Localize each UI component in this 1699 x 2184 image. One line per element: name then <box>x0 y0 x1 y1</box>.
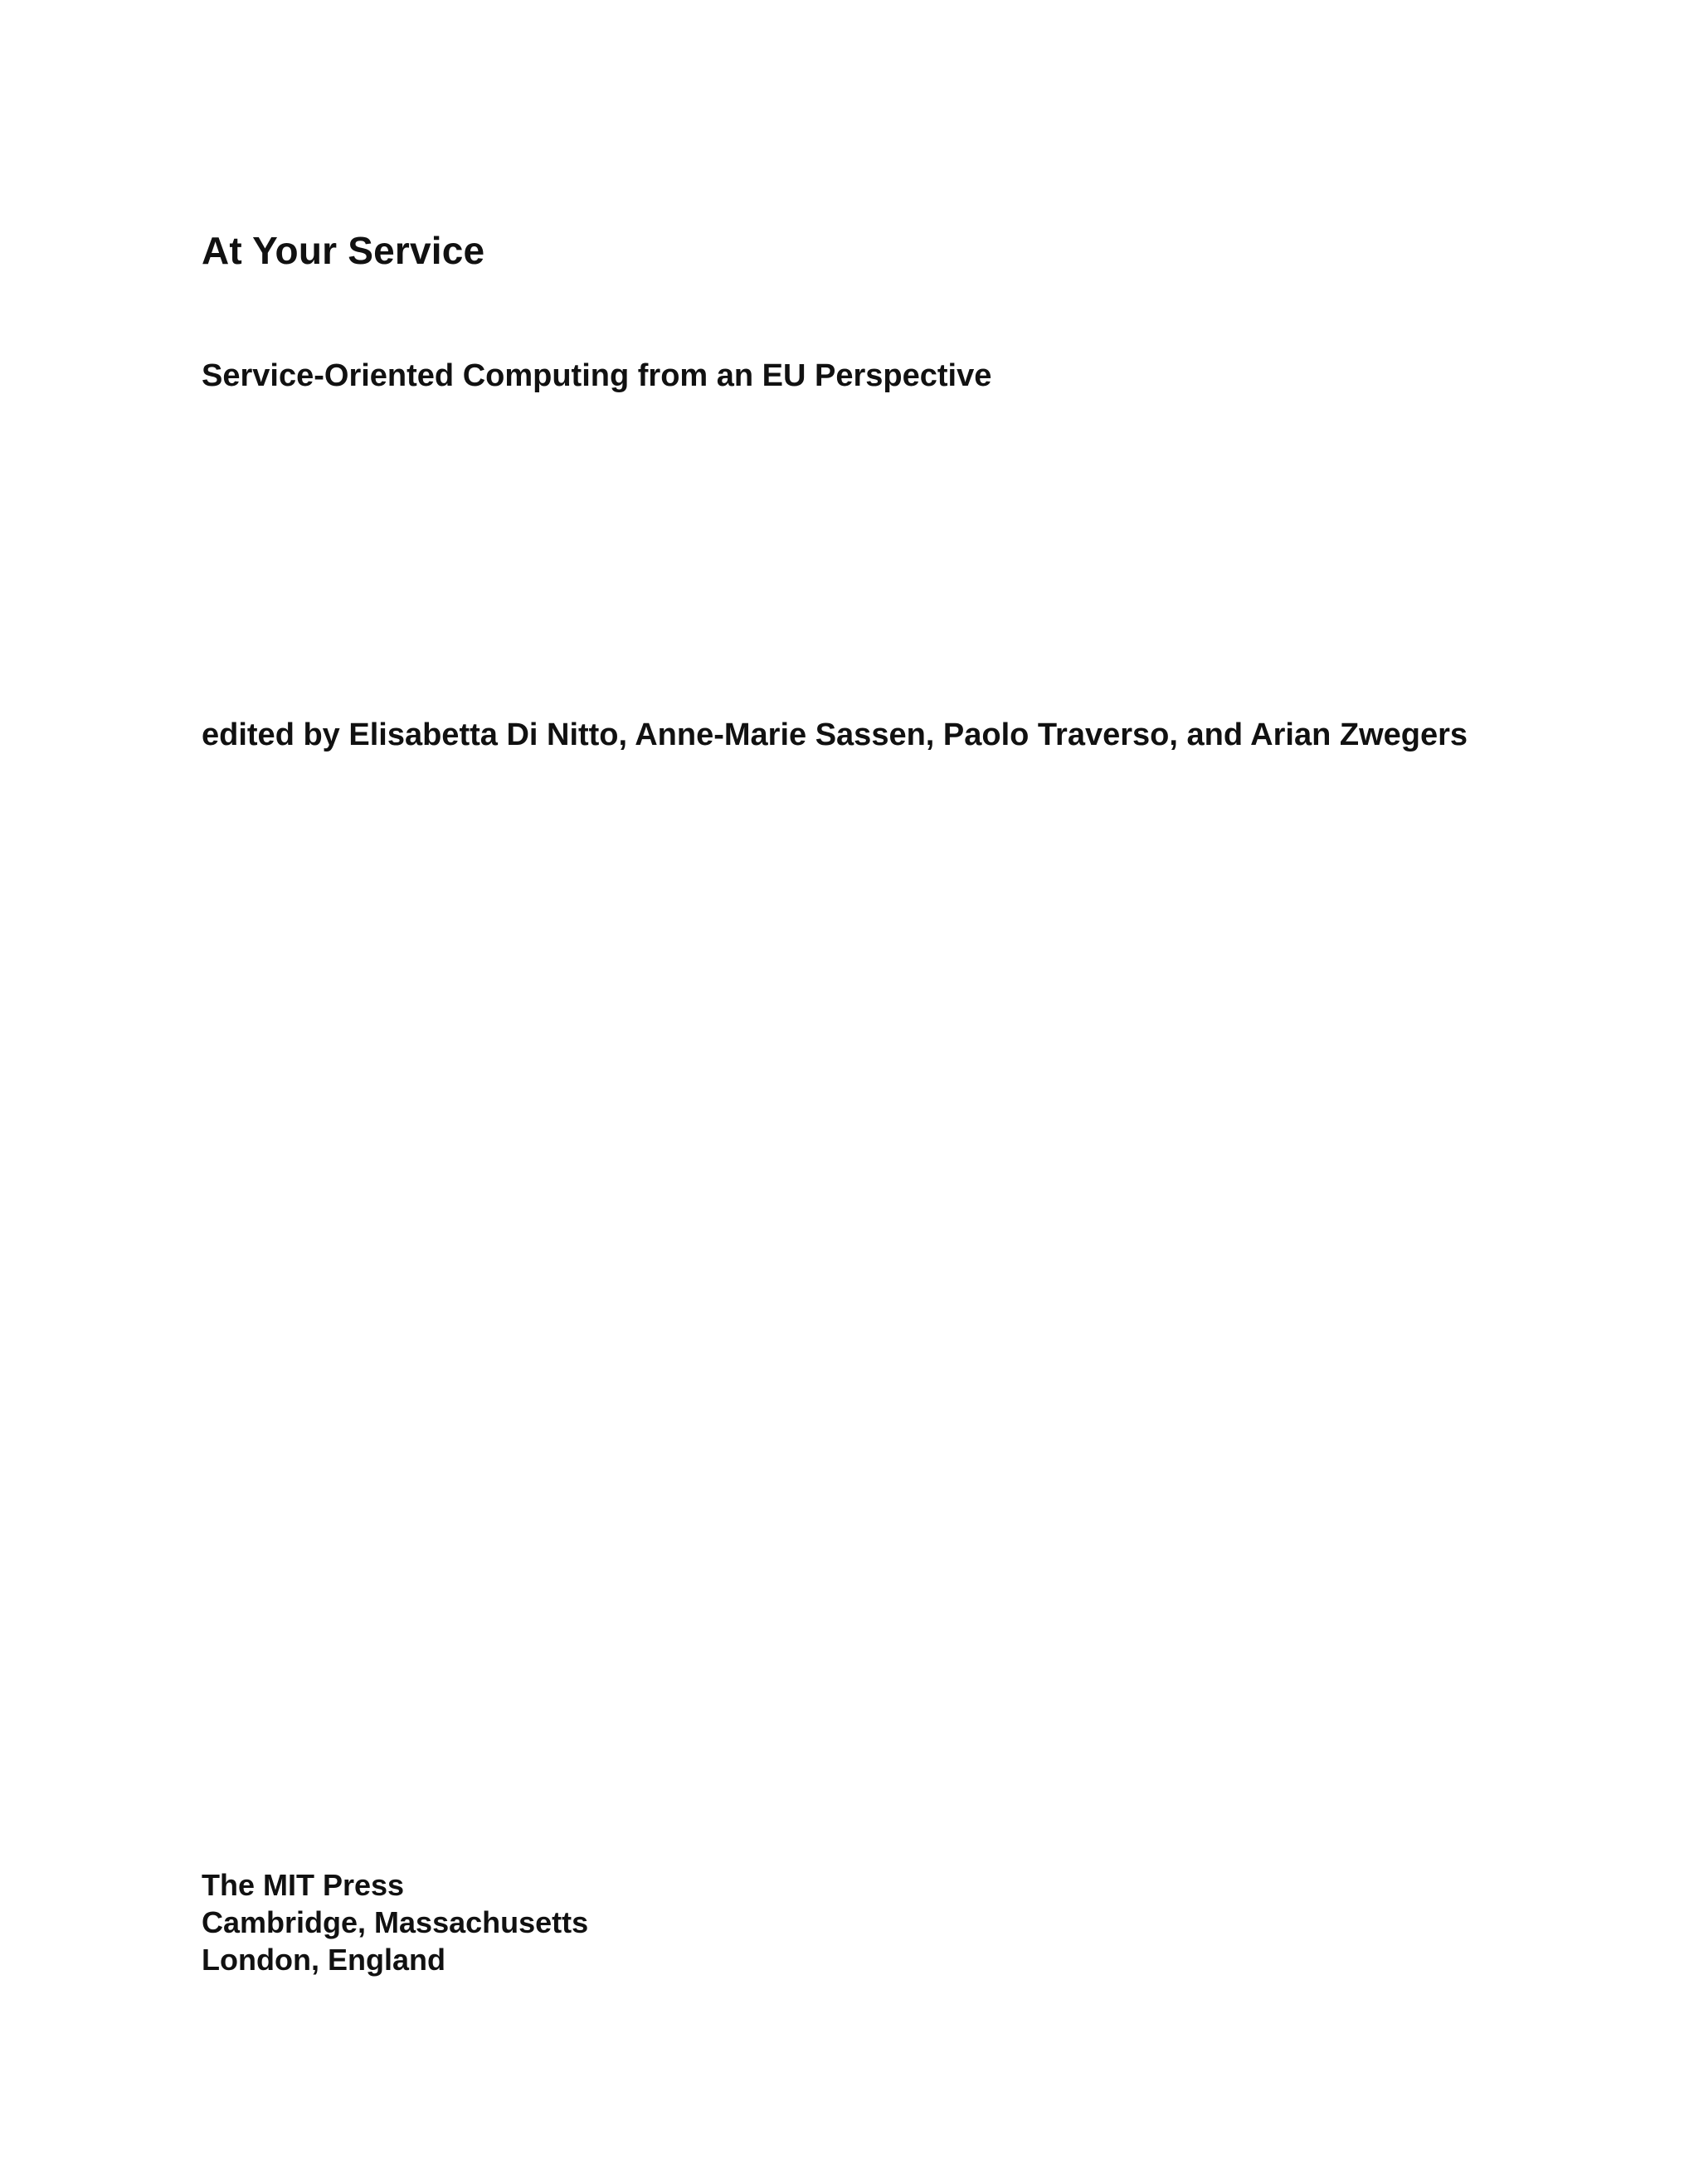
book-subtitle: Service-Oriented Computing from an EU Perspective <box>202 358 992 393</box>
editors-line: edited by Elisabetta Di Nitto, Anne-Marie Sassen, Paolo Traverso, and Arian Zwegers <box>202 717 1468 752</box>
publisher-name: The MIT Press <box>202 1868 405 1902</box>
publisher-location-1: Cambridge, Massachusetts <box>202 1905 589 1939</box>
book-title: At Your Service <box>202 229 485 272</box>
publisher-location-2: London, England <box>202 1943 445 1977</box>
publisher-imprint <box>202 1866 588 1978</box>
